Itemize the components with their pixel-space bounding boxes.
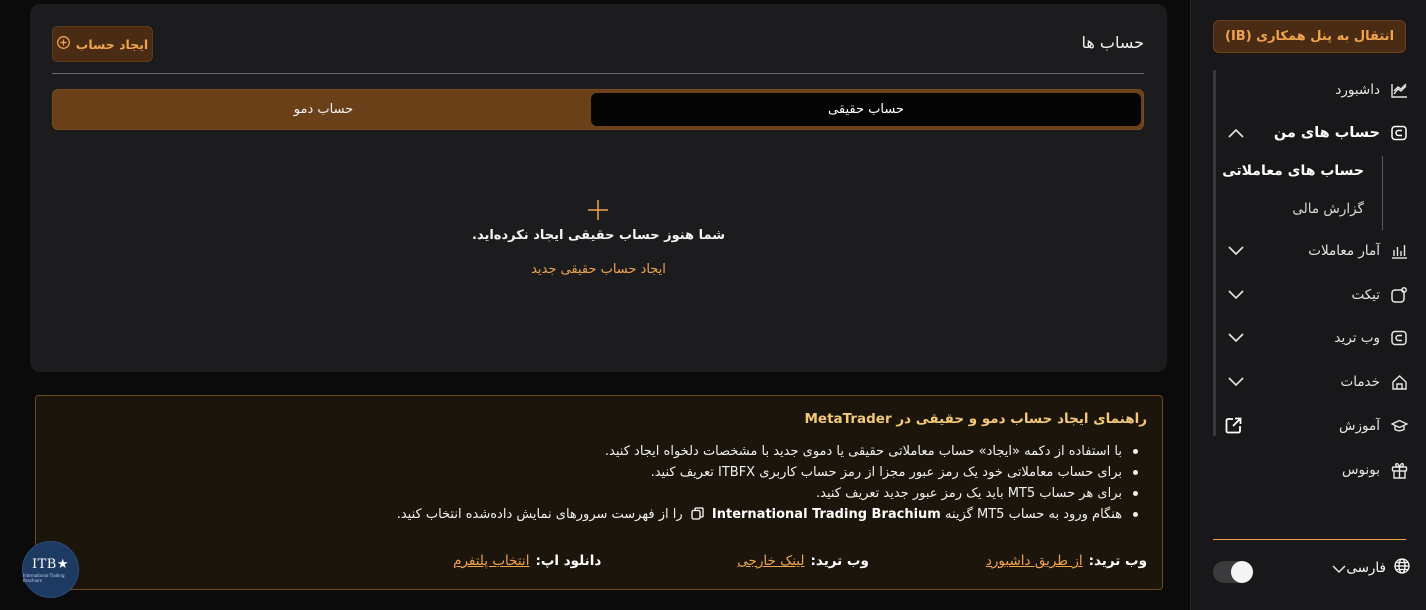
guide-links: [453, 553, 1147, 569]
globe-icon: [1394, 558, 1410, 578]
sidebar-scroll-rail: [1213, 70, 1216, 436]
download-app-group: [453, 553, 601, 569]
webtrade-dashboard-group: [986, 553, 1147, 569]
services-icon: [1390, 373, 1408, 391]
link-label: وب ترید:: [1088, 553, 1147, 569]
guide-bullet-text: هنگام ورود به حساب MT5 گزینه: [945, 507, 1122, 522]
guide-list: [397, 441, 1140, 525]
server-name: International Trading Brachium: [711, 507, 941, 522]
empty-state-message: شما هنوز حساب حقیقی ایجاد نکرده‌اید.: [472, 228, 725, 243]
create-account-button[interactable]: [52, 26, 153, 62]
guide-title: راهنمای ایجاد حساب دمو و حقیقی در MetaTrader: [804, 411, 1147, 427]
tab-demo-account[interactable]: حساب دمو: [293, 102, 354, 117]
chevron-down-icon[interactable]: [1227, 329, 1245, 347]
webtrade-dashboard-link[interactable]: از طریق داشبورد: [985, 553, 1083, 569]
sidebar-item-label: آمار معاملات: [1308, 243, 1380, 259]
graduation-cap-icon: [1390, 417, 1408, 435]
sidebar-item-my-accounts[interactable]: [1274, 121, 1408, 145]
sidebar-item-webtrade[interactable]: [1334, 326, 1408, 350]
sidebar-item-ticket[interactable]: [1351, 283, 1408, 307]
sidebar-item-services[interactable]: [1341, 370, 1409, 394]
webtrade-icon: [1390, 329, 1408, 347]
sidebar-divider: [1213, 539, 1406, 540]
chevron-down-icon[interactable]: [1227, 373, 1245, 391]
account-type-tabs: [52, 89, 1144, 130]
dashboard-chart-icon: [1390, 81, 1408, 99]
sidebar-item-label: داشبورد: [1335, 82, 1380, 98]
metatrader-guide: [35, 395, 1163, 590]
webtrade-external-link[interactable]: لینک خارجی: [737, 553, 805, 569]
itb-logo: [22, 541, 79, 598]
toggle-knob: [1231, 561, 1253, 583]
sidebar-item-label: تیکت: [1351, 287, 1380, 303]
sidebar-item-label: وب ترید: [1334, 330, 1380, 346]
sidebar-item-label: خدمات: [1340, 374, 1380, 390]
copy-icon[interactable]: [691, 506, 704, 519]
ib-panel-button[interactable]: انتقال به پنل همکاری (IB): [1213, 20, 1406, 53]
theme-toggle[interactable]: [1213, 561, 1253, 583]
guide-bullet: [397, 504, 1140, 525]
sidebar-item-dashboard[interactable]: [1335, 78, 1408, 102]
choose-platform-link[interactable]: انتخاب پلتفرم: [453, 553, 530, 569]
page-title: حساب ها: [1081, 33, 1144, 52]
external-link-icon[interactable]: [1225, 417, 1243, 435]
language-selector[interactable]: [1346, 557, 1410, 579]
plus-icon[interactable]: [586, 198, 610, 222]
sidebar-item-label: حساب های من: [1273, 125, 1380, 141]
sidebar: [1190, 0, 1426, 610]
sidebar-subitem-financial-report[interactable]: گزارش مالی: [1292, 201, 1364, 217]
guide-bullet: با استفاده از دکمه «ایجاد» حساب معاملاتی حقیقی یا دموی جدید با مشخصات دلخواه ایجاد کنید.: [397, 441, 1140, 462]
language-label: فارسی: [1346, 560, 1386, 576]
sidebar-item-label: آموزش: [1339, 418, 1380, 434]
sidebar-item-label: بونوس: [1342, 462, 1380, 478]
chevron-down-icon[interactable]: [1227, 242, 1245, 260]
sidebar-item-education[interactable]: [1339, 414, 1408, 438]
tab-real-account[interactable]: حساب حقیقی: [591, 93, 1141, 126]
logo-subtext: International Trading Brachium: [23, 572, 65, 583]
plus-circle-icon: [57, 36, 70, 52]
chevron-up-icon[interactable]: [1227, 124, 1245, 142]
gift-icon: [1390, 461, 1408, 479]
panel-divider: [52, 73, 1144, 74]
accounts-panel: [30, 4, 1167, 372]
create-real-account-link[interactable]: ایجاد حساب حقیقی جدید: [531, 262, 666, 277]
ticket-icon: [1390, 286, 1408, 304]
submenu-rail: [1382, 156, 1383, 230]
chevron-down-icon[interactable]: [1227, 286, 1245, 304]
bar-chart-icon: [1390, 242, 1408, 260]
guide-bullet-text: را از فهرست سرورهای نمایش داده‌شده انتخاب کنید.: [396, 507, 683, 522]
logo-text: ITB★: [31, 556, 69, 572]
sidebar-subitem-trading-accounts[interactable]: حساب های معاملاتی: [1222, 163, 1364, 179]
create-account-label: ایجاد حساب: [75, 36, 149, 52]
wallet-icon: [1390, 124, 1408, 142]
guide-bullet: برای هر حساب MT5 باید یک رمز عبور جدید تعریف کنید.: [397, 483, 1140, 504]
link-label: دانلود اپ:: [535, 553, 602, 569]
guide-bullet: برای حساب معاملاتی خود یک رمز عبور مجزا از رمز حساب کاربری ITBFX تعریف کنید.: [397, 462, 1140, 483]
link-label: وب ترید:: [810, 553, 869, 569]
webtrade-external-group: [737, 553, 869, 569]
sidebar-item-bonus[interactable]: [1342, 458, 1408, 482]
sidebar-item-trade-stats[interactable]: [1308, 239, 1408, 263]
